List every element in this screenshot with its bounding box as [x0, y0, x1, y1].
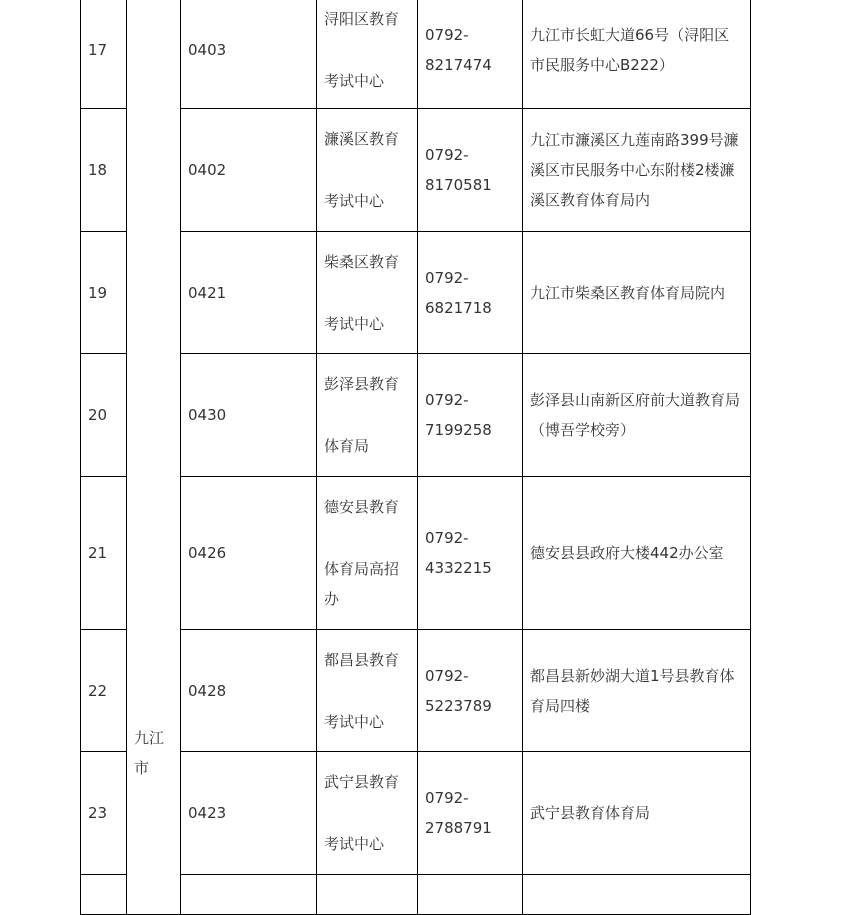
phone-prefix: 0792- [425, 666, 469, 685]
phone-number: 6821718 [425, 298, 492, 317]
phone-prefix: 0792- [425, 25, 469, 44]
org-name-line2: 考试中心 [324, 192, 385, 210]
address: 都昌县新妙湖大道1号县教育体育局四楼 [523, 630, 751, 752]
phone-number: 5223789 [425, 696, 492, 715]
org-name [317, 752, 418, 875]
phone-prefix: 0792- [425, 268, 469, 287]
org-name [317, 0, 418, 109]
empty-cell [81, 875, 127, 915]
table-row [81, 232, 751, 354]
address: 德安县县政府大楼442办公室 [523, 477, 751, 630]
table-row [81, 0, 751, 109]
row-number: 22 [81, 630, 127, 752]
phone-prefix: 0792- [425, 529, 469, 547]
org-name-line2: 考试中心 [324, 712, 385, 731]
address: 九江市长虹大道66号（浔阳区市民服务中心B222） [523, 0, 751, 109]
org-name [317, 232, 418, 354]
empty-cell [418, 875, 523, 915]
table-row-partial [81, 875, 751, 915]
table-row [81, 752, 751, 875]
row-number: 17 [81, 0, 127, 109]
table-wrapper [80, 0, 751, 915]
org-name-line1: 柴桑区教育 [324, 252, 400, 271]
phone [418, 232, 523, 354]
phone [418, 752, 523, 875]
org-code: 0430 [181, 354, 317, 477]
org-code: 0421 [181, 232, 317, 354]
address: 彭泽县山南新区府前大道教育局（博吾学校旁） [523, 354, 751, 477]
row-number: 21 [81, 477, 127, 630]
org-name-line1: 德安县教育 [324, 498, 400, 516]
phone-prefix: 0792- [425, 146, 469, 164]
org-name-line1: 彭泽县教育 [324, 375, 400, 393]
org-name [317, 109, 418, 232]
org-code: 0423 [181, 752, 317, 875]
org-name [317, 354, 418, 477]
row-number: 18 [81, 109, 127, 232]
phone-number: 4332215 [425, 559, 492, 577]
org-name [317, 477, 418, 630]
row-number: 19 [81, 232, 127, 354]
table-row [81, 354, 751, 477]
org-name-line2: 体育局高招办 [324, 560, 400, 608]
phone-number: 8217474 [425, 55, 492, 74]
table-row [81, 630, 751, 752]
org-name-line1: 濂溪区教育 [324, 130, 400, 148]
exam-office-table [80, 0, 751, 915]
phone [418, 0, 523, 109]
row-number: 20 [81, 354, 127, 477]
org-name [317, 630, 418, 752]
phone [418, 354, 523, 477]
row-number: 23 [81, 752, 127, 875]
org-code: 0426 [181, 477, 317, 630]
org-code: 0403 [181, 0, 317, 109]
empty-cell [523, 875, 751, 915]
org-name-line2: 考试中心 [324, 71, 385, 90]
empty-cell [317, 875, 418, 915]
city-cell: 九江市 [127, 0, 181, 915]
org-name-line2: 考试中心 [324, 314, 385, 333]
address: 九江市濂溪区九莲南路399号濂溪区市民服务中心东附楼2楼濂溪区教育体育局内 [523, 109, 751, 232]
phone-prefix: 0792- [425, 789, 469, 807]
org-name-line1: 浔阳区教育 [324, 9, 400, 28]
org-name-line1: 都昌县教育 [324, 650, 400, 669]
phone-number: 2788791 [425, 819, 492, 837]
empty-cell [181, 875, 317, 915]
address: 武宁县教育体育局 [523, 752, 751, 875]
phone-prefix: 0792- [425, 391, 469, 409]
table-row [81, 109, 751, 232]
phone-number: 7199258 [425, 421, 492, 439]
phone [418, 109, 523, 232]
org-name-line2: 考试中心 [324, 835, 385, 853]
phone [418, 630, 523, 752]
phone-number: 8170581 [425, 176, 492, 194]
phone [418, 477, 523, 630]
org-name-line1: 武宁县教育 [324, 773, 400, 791]
org-code: 0402 [181, 109, 317, 232]
org-code: 0428 [181, 630, 317, 752]
org-name-line2: 体育局 [324, 437, 370, 455]
table-row [81, 477, 751, 630]
address: 九江市柴桑区教育体育局院内 [523, 232, 751, 354]
